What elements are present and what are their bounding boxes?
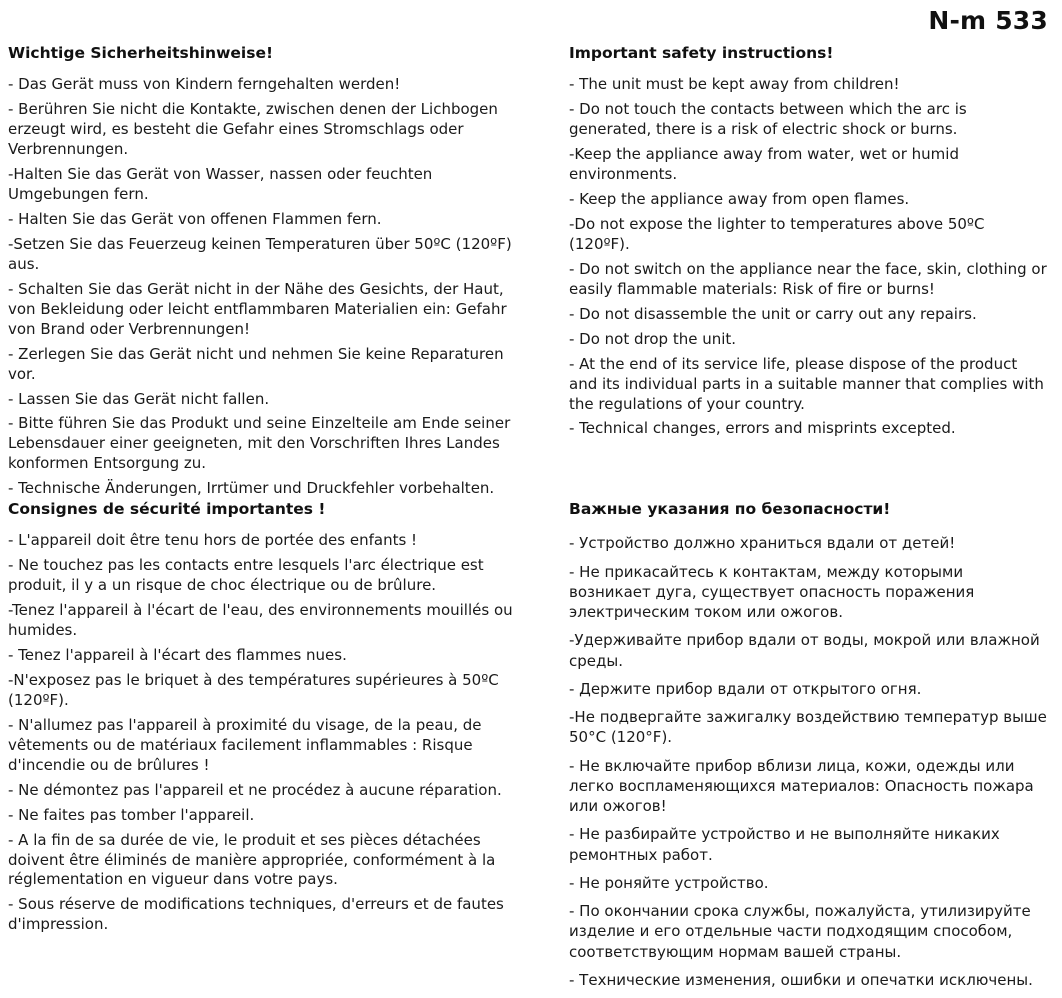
russian-line: - Не включайте прибор вблизи лица, кожи, одежды или легко воспламеняющихся материалов: Опасность пожара или ожогов! bbox=[569, 756, 1034, 816]
russian-line: - Не роняйте устройство. bbox=[569, 873, 769, 892]
english-line: - Keep the appliance away from open flames. bbox=[569, 190, 910, 209]
english-title: Important safety instructions! bbox=[569, 44, 834, 62]
french-line: -Tenez l'appareil à l'écart de l'eau, des environnements mouillés ou humides. bbox=[8, 601, 513, 640]
russian-line: - Технические изменения, ошибки и опечатки исключены. bbox=[569, 970, 1033, 989]
english-block bbox=[569, 44, 1048, 439]
english-line: - Technical changes, errors and misprints excepted. bbox=[569, 419, 956, 438]
section-russian bbox=[531, 500, 1062, 998]
french-block bbox=[8, 500, 513, 935]
german-line: - Berühren Sie nicht die Kontakte, zwischen denen der Lichbogen erzeugt wird, es besteht die Gefahr eines Stromschlags oder Verbrennungen. bbox=[8, 100, 498, 159]
russian-line: - Держите прибор вдали от открытого огня. bbox=[569, 679, 922, 698]
french-line: - A la fin de sa durée de vie, le produit et ses pièces détachées doivent être éliminés de manière appropriée, conformément à la réglementation en vigueur dans votre pays. bbox=[8, 830, 496, 889]
russian-block bbox=[569, 500, 1048, 990]
english-line: - At the end of its service life, please dispose of the product and its individual parts in a suitable manner that complies with the regulations of your country. bbox=[569, 354, 1044, 413]
russian-line: -Не подвергайте зажигалку воздействию температур выше 50°C (120°F). bbox=[569, 708, 1047, 747]
german-line: - Technische Änderungen, Irrtümer und Druckfehler vorbehalten. bbox=[8, 479, 495, 498]
french-line: - Ne touchez pas les contacts entre lesquels l'arc électrique est produit, il y a un risque de choc électrique ou de brûlure. bbox=[8, 556, 484, 595]
model-code: N-m 533 bbox=[928, 6, 1048, 35]
german-line: - Halten Sie das Gerät von offenen Flammen fern. bbox=[8, 210, 382, 228]
english-line: -Do not expose the lighter to temperatures above 50ºC (120ºF). bbox=[569, 215, 985, 253]
section-german bbox=[0, 44, 531, 504]
french-line: - N'allumez pas l'appareil à proximité du visage, de la peau, de vêtements ou de matériaux facilement inflammables : Risque d'incendie ou de brûlures ! bbox=[8, 715, 482, 774]
german-line: -Setzen Sie das Feuerzeug keinen Temperaturen über 50ºC (120ºF) aus. bbox=[8, 234, 512, 273]
russian-line: - По окончании срока службы, пожалуйста, утилизируйте изделие и его отдельные части подходящим способом, соответствующим нормам вашей страны. bbox=[569, 902, 1031, 961]
german-line: - Schalten Sie das Gerät nicht in der Nähe des Gesichts, der Haut, von Bekleidung oder leicht entflammbaren Materialien ein: Gefahr von Brand oder Verbrennungen! bbox=[8, 279, 507, 338]
english-line: - The unit must be kept away from children! bbox=[569, 75, 900, 94]
section-french bbox=[0, 500, 531, 998]
english-line: -Keep the appliance away from water, wet or humid environments. bbox=[569, 145, 959, 184]
french-line: - Ne faites pas tomber l'appareil. bbox=[8, 805, 255, 824]
french-line: -N'exposez pas le briquet à des températures supérieures à 50ºC (120ºF). bbox=[8, 671, 499, 709]
german-line: - Das Gerät muss von Kindern ferngehalten werden! bbox=[8, 75, 401, 94]
english-line: - Do not drop the unit. bbox=[569, 329, 737, 348]
french-line: - Sous réserve de modifications techniques, d'erreurs et de fautes d'impression. bbox=[8, 895, 504, 934]
english-line: - Do not touch the contacts between which the arc is generated, there is a risk of electric shock or burns. bbox=[569, 100, 967, 139]
french-line: - Tenez l'appareil à l'écart des flammes nues. bbox=[8, 646, 347, 665]
french-title: Consignes de sécurité importantes ! bbox=[8, 500, 326, 518]
german-title: Wichtige Sicherheitshinweise! bbox=[8, 44, 274, 62]
bottom-columns bbox=[0, 500, 1062, 998]
russian-line: -Удерживайте прибор вдали от воды, мокрой или влажной среды. bbox=[569, 631, 1040, 670]
german-line: - Bitte führen Sie das Produkt und seine Einzelteile am Ende seiner Lebensdauer einer geeigneten, mit den Vorschriften Ihres Landes konformen Entsorgung zu. bbox=[8, 414, 511, 473]
german-line: - Zerlegen Sie das Gerät nicht und nehmen Sie keine Reparaturen vor. bbox=[8, 344, 504, 383]
russian-line: - Не прикасайтесь к контактам, между которыми возникает дуга, существует опасность поражения электрическим током или ожогов. bbox=[569, 562, 975, 622]
french-line: - Ne démontez pas l'appareil et ne procédez à aucune réparation. bbox=[8, 780, 502, 799]
top-columns bbox=[0, 44, 1062, 504]
german-block bbox=[8, 44, 513, 499]
german-line: - Lassen Sie das Gerät nicht fallen. bbox=[8, 389, 270, 408]
russian-line: - Не разбирайте устройство и не выполняйте никаких ремонтных работ. bbox=[569, 825, 1000, 864]
section-english bbox=[531, 44, 1062, 504]
russian-title: Важные указания по безопасности! bbox=[569, 500, 891, 518]
russian-line: - Устройство должно храниться вдали от детей! bbox=[569, 534, 956, 553]
french-line: - L'appareil doit être tenu hors de portée des enfants ! bbox=[8, 531, 418, 550]
english-line: - Do not disassemble the unit or carry out any repairs. bbox=[569, 304, 977, 323]
english-line: - Do not switch on the appliance near the face, skin, clothing or easily flammable materials: Risk of fire or burns! bbox=[569, 259, 1047, 298]
german-line: -Halten Sie das Gerät von Wasser, nassen oder feuchten Umgebungen fern. bbox=[8, 165, 433, 204]
